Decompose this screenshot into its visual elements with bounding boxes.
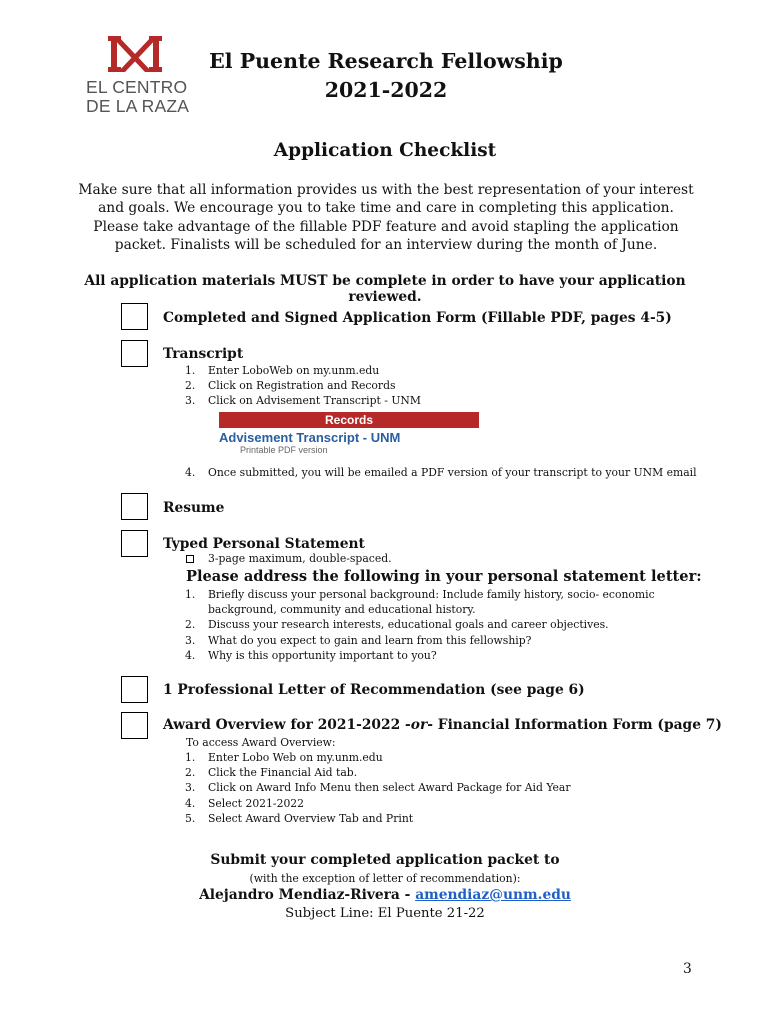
list-item: 1. Briefly discuss your personal background: Include family history, socio- economic background, community and educational history. [185, 588, 655, 617]
list-item: 4. Select 2021-2022 [185, 796, 305, 810]
printable-pdf-label: Printable PDF version [240, 445, 328, 455]
list-item: 3. Click on Award Info Menu then select Award Package for Aid Year [185, 781, 571, 795]
list-item: 2. Click the Financial Aid tab. [185, 766, 358, 780]
unm-logo [86, 34, 196, 116]
advisement-transcript-link: Advisement Transcript - UNM [219, 430, 401, 445]
logo-line-2: DE LA RAZA [86, 96, 190, 116]
list-item: 3. What do you expect to gain and learn from this fellowship? [185, 633, 532, 647]
square-bullet-icon [186, 555, 194, 563]
checkbox-application-form[interactable] [121, 303, 148, 330]
item-recommendation-letter: 1 Professional Letter of Recommendation (see page 6) [163, 682, 585, 698]
page-number: 3 [683, 961, 692, 977]
list-item: 2. Click on Registration and Records [185, 379, 396, 393]
statement-questions [185, 587, 655, 663]
list-item: 4. Once submitted, you will be emailed a PDF version of your transcript to your UNM email [185, 466, 697, 479]
records-screenshot [219, 412, 479, 460]
item-resume: Resume [163, 500, 225, 516]
statement-length-note: 3-page maximum, double-spaced. [186, 552, 392, 565]
statement-prompt-heading: Please address the following in your personal statement letter: [186, 568, 702, 585]
list-item: 2. Discuss your research interests, educational goals and career objectives. [185, 618, 609, 632]
unm-logo-mark-icon [106, 34, 164, 74]
transcript-steps [185, 363, 421, 409]
checkbox-award-overview[interactable] [121, 712, 148, 739]
logo-line-1: EL CENTRO [86, 77, 188, 97]
checkbox-personal-statement[interactable] [121, 530, 148, 557]
award-access-intro: To access Award Overview: [186, 736, 336, 749]
list-item: 5. Select Award Overview Tab and Print [185, 811, 414, 825]
submit-heading: Submit your completed application packet to [210, 852, 560, 868]
submit-note: (with the exception of letter of recommendation): [249, 872, 521, 885]
list-item: 4. Why is this opportunity important to you? [185, 648, 437, 662]
checkbox-recommendation-letter[interactable] [121, 676, 148, 703]
completeness-notice: All application materials MUST be complete in order to have your application reviewed. [84, 273, 686, 305]
contact-email-link[interactable]: amendiaz@unm.edu [415, 887, 571, 903]
subject-line: Subject Line: El Puente 21-22 [285, 906, 485, 921]
list-item: 1. Enter Lobo Web on my.unm.edu [185, 751, 383, 764]
records-bar: Records [219, 412, 479, 428]
submit-contact [170, 887, 600, 903]
intro-paragraph: Make sure that all information provides us with the best representation of your interest and goals. We encourage you to take time and care in completing this application. Please take advantage of the fillable PDF feature and avoid stapling the application packet. Finalists will be scheduled for an interview during the month of June. [78, 182, 694, 254]
document-title: El Puente Research Fellowship [209, 49, 563, 73]
item-personal-statement: Typed Personal Statement [163, 536, 365, 552]
checkbox-resume[interactable] [121, 493, 148, 520]
list-item: 3. Click on Advisement Transcript - UNM [185, 394, 421, 408]
document-years: 2021-2022 [324, 78, 448, 102]
award-steps [185, 750, 571, 826]
contact-name: Alejandro Mendiaz-Rivera - [199, 887, 416, 903]
item-award-overview: Award Overview for 2021-2022 -or- Financial Information Form (page 7) [163, 717, 722, 733]
checklist-heading: Application Checklist [273, 140, 497, 161]
checkbox-transcript[interactable] [121, 340, 148, 367]
list-item: 1. Enter LoboWeb on my.unm.edu [185, 364, 380, 377]
transcript-step-4 [185, 465, 697, 480]
item-application-form: Completed and Signed Application Form (Fillable PDF, pages 4-5) [163, 310, 672, 326]
item-transcript: Transcript [163, 346, 244, 362]
